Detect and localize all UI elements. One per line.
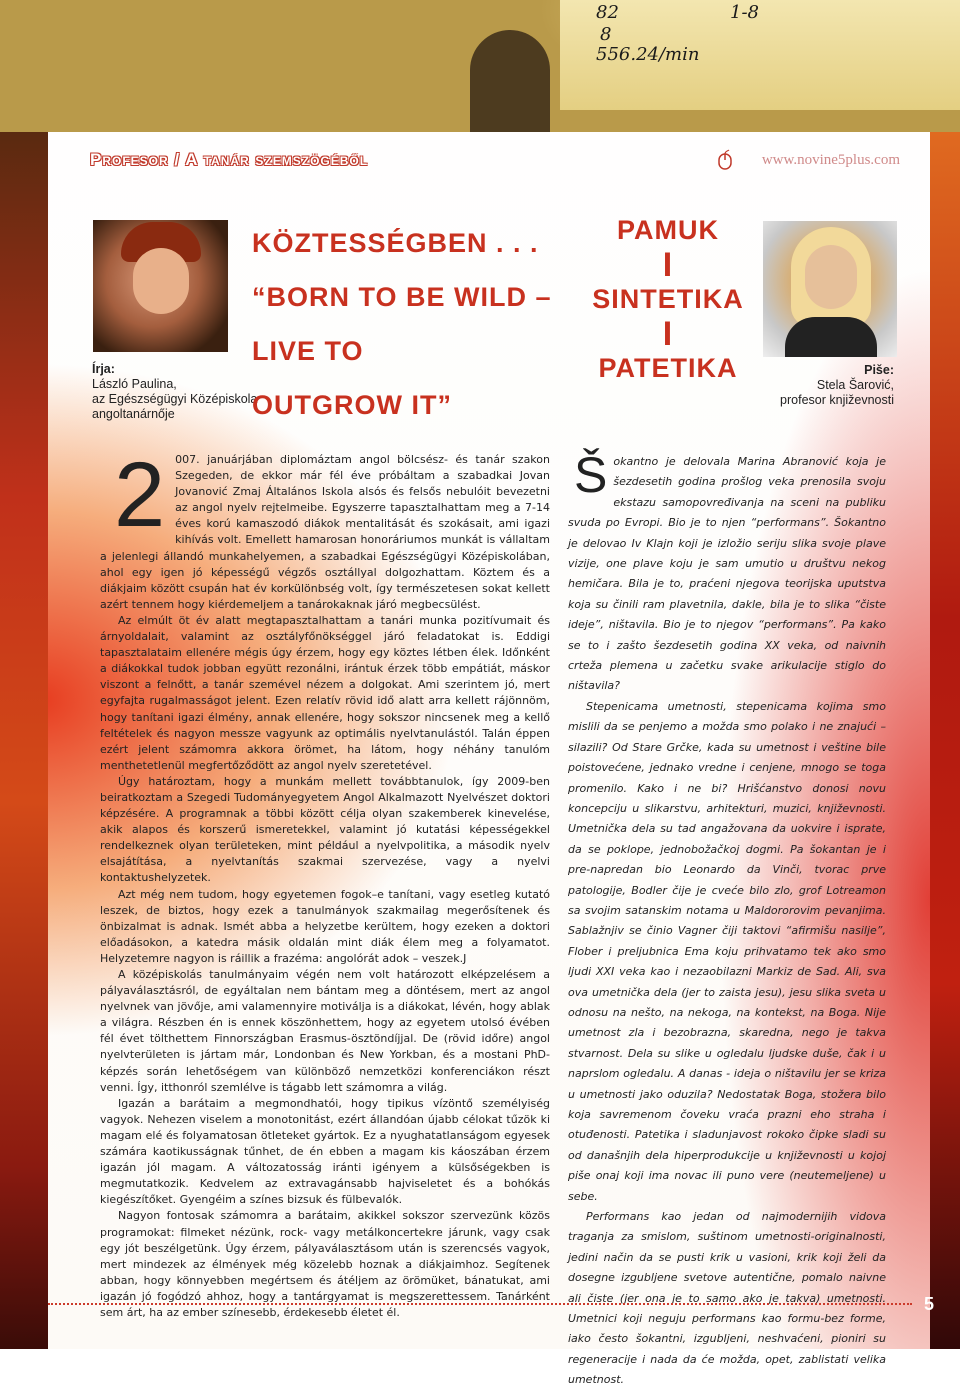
paragraph: Performans kao jedan od najmodernijih vidova traganja za smislom, suštinom umetnosti-originalnosti, jedini način da se pusti krik u vasioni, krik koji želi da dosegne izgubljene svetove autentične, pomalo naivne ali čiste (jer ona je to samo ako je takva) umetnosti. Umetnici koji neguju performans kao formu-bez forme, iako često šokantni, izgubljeni, neshvaćeni, pioniri su regeneracije i nada da će možda, opet, zablistati velika umetnost. <box>568 1210 886 1387</box>
title-line: I <box>662 315 674 353</box>
paragraph: Azt még nem tudom, hogy egyetemen fogok–e tanítani, vagy esetleg kutató leszek, de biztos, hogy ezek a tanulmányok szakmailag megerősítenek és önbizalmat is adnak. Ismét abba a helyzetbe kerültem, hogy ezeken a doktori előadásokon, a katedra másik oldalán mint diák élem meg a folyamatot. Helyzetemre nagyon is ráillik a frazéma: angolórát adok – veszek.J <box>100 887 550 965</box>
article-body-left <box>100 444 550 1321</box>
section-label: Profesor / A tanár szemszögéből <box>90 150 369 169</box>
article-title-right <box>568 216 768 383</box>
paragraph: Igazán a barátaim a megmondhatói, hogy tipikus vízöntő személyiség vagyok. Nehezen viselem a monotonitást, ezért állandóan újabb célokat tűzök ki magam elé és folyamatosan ötleteket gyártok. Ez a nyughatatlanságom egyesek számára kaotikusságnak tűnhet, de én ebben a magam kis káoszában érzem igazán jól magam. A változatosság iránti igényem a külsőségekben is megmutatkozik. Kedvelem az extravagánsabb hajviseletet és a bohókás kiegészítőket. Gyengéim a színes bizsuk és fülbevalók. <box>100 1096 550 1207</box>
board-text-4: 1-8 <box>730 2 759 23</box>
mouse-icon <box>718 150 732 170</box>
paragraph: Az elmúlt öt év alatt megtapasztalhattam a tanári munka pozitívumait és árnyoldalait, valamint az osztályfőnökséggel járó feladatokat is. Eddigi tapasztalataim ellenére mégis úgy érzem, hogy egy köztes létben élek. Időnként a diákokkal tudok jobban együtt rezonálni, irántuk érzek több empátiát, máskor viszont a felnőtt, a tanár szemével nézem a dolgokat. Ami szerintem jó, mert egyfajta rugalmasságot jelent. Ezen relatív rövid idő alatt arra kellett rájönnöm, hogy tanítani igazi élmény, annak ellenére, hogy sokszor nincsenek meg a kellő feltételek és nagyon messze vagyunk az optimális nyelvtanulástól. Talán éppen ezért jelent számomra akkora örömet, ha látom, hogy néhány tanulóm menthetetlenül megfertőződött az angol nyelv szeretetével. <box>100 613 550 772</box>
author-name: László Paulina, <box>92 377 177 391</box>
scarf <box>785 317 877 357</box>
paragraph: A középiskolás tanulmányaim végén nem volt határozott elképzelésem a pályaválasztásról, de egyáltalan nem bántam meg a döntésem, mert az angol nyelvnek van jövője, ami valamennyire motiválja is a diákokat, lévén, hogy ablak a világra. Részben én is ennek köszönhettem, hogy az egyetem utolsó évében fél évet tölthettem Finnországban Erasmus-ösztöndíjjal. De (rövid időre) angol nyelvterületen is jártam már, Londonban és New Yorkban, és a mostani PhD-képzés során lehetőségem van különböző nemzetközi konferenciákon részt venni. Így, itthonról szemlélve is tágabb lett számomra a világ. <box>100 968 550 1094</box>
paragraph: Úgy határoztam, hogy a munkám mellett továbbtanulok, így 2009-ben beiratkoztam a Szegedi Tudományegyetem Angol Alkalmazott Nyelvészet doktori képzésére. A programnak a többi között célja olyan szakemberek kinevelése, akik alapos és korszerű ismeretekkel, valamint jó kutatási képességekkel rendelkeznek olyan területeken, mint például a nyelvpolitika, a második nyelv elsajátítása, a nyelvtanítás szakmai szervezése, vagy a nyelvi kontaktushelyzetek. <box>100 774 550 885</box>
author-label: Írja: <box>92 362 115 376</box>
drop-cap: 2 <box>114 444 166 546</box>
author-byline-left <box>92 362 257 422</box>
title-line: OUTGROW IT” <box>252 390 452 420</box>
page-header <box>90 148 910 176</box>
author-byline-right <box>714 363 894 408</box>
author-photo-right <box>763 221 897 357</box>
teacher-silhouette <box>470 30 550 132</box>
article-title-left <box>252 216 562 432</box>
author-label: Piše: <box>864 363 894 377</box>
title-line: “BORN TO BE WILD – <box>252 282 552 312</box>
article-body-right <box>568 447 886 1391</box>
face <box>133 248 189 314</box>
classroom-photo <box>0 0 960 132</box>
board-text-3: 556.24/min <box>596 44 700 65</box>
decorative-strip-right <box>930 132 960 1349</box>
paragraph: Nagyon fontosak számomra a barátaim, akikkel sokszor szervezünk közös programokat: filmeket nézünk, rock- vagy metálkoncertekre járunk, vagy csak egy jót beszélgetünk. Úgy érzem, pályaválasztásom után is szerencsés vagyok, mert mindezek az élmények még közelebb hoznak a diákjaimhoz. Segítenek abban, hogy könnyebben megértsem és átéljem az örömüket, bánatukat, ami igazán jó fogódzó ahhoz, hogy a tantárgyamat is megszerettessem. Tanárként sem árt, ha az ember színesebb, érdekesebb életet él. <box>100 1209 550 1319</box>
author-photo-left <box>93 220 228 352</box>
paragraph: 007. januárjában diplomáztam angol bölcsész- és tanár szakon Szegeden, de ekkor már fél éve próbáltam a szabadkai Jovan Jovanović Zmaj Általános Iskola alsós és felsős nebulóit bevezetni az angol nyelv rejtelmeibe. Egyszerre tapasztalhattam meg a 7-14 éves korú kamaszodó diákok mentalitását és szokásait, ami igazi kihívás volt. Emellett hamarosan honoráriumos munkát is vállaltam a jelenlegi állandó munkahelyemen, a szabadkai Egészségügyi Középiskolában, ahol egy igen jó képességű végzős osztállyal dolgozhattam. Köztem és a diákjaim között csupán hat év korkülönbség volt, így természetesen sokat kellett azért tennem hogy kiérdemeljem a tanárokaknak járó megbecsülést. <box>100 453 550 611</box>
board-text-2: 8 <box>600 24 612 45</box>
author-role: angoltanárnője <box>92 407 175 421</box>
title-line: SINTETIKA <box>592 284 744 314</box>
title-line: LIVE TO <box>252 336 364 366</box>
page-number: 5 <box>923 1294 934 1314</box>
site-url-link[interactable]: www.novine5plus.com <box>761 152 900 168</box>
author-name: Stela Šarović, <box>816 378 894 392</box>
title-line: PATETIKA <box>598 353 738 383</box>
decorative-strip-left <box>0 132 48 1349</box>
paragraph: okantno je delovala Marina Abranović koja je šezdesetih godina prošlog veka prenosila svoju ekstazu samopovređivanja na sceni na publiku svuda po Evropi. Bio je to njen “performans”. Šokantno je delovao Iv Klajn koji je izložio seriju slika svoje plave vizije, one plave koju je sam umutio u društvu nekog hemičara. Bila je to, praćeni njegova teorijska uputstva koja su činili ram plavetnila, dakle, bila je to slika “čiste ideje”, ništavila. Bio je to njegov “performans”. Pa kako se to i zašto šezdesetih godina XX veka, od naivnih crteža plemena u začetku svake arikulacije stiglo do ništavila? <box>568 455 886 693</box>
title-line: PAMUK <box>617 215 719 245</box>
footer-divider <box>48 1303 912 1305</box>
author-role: az Egészségügyi Középiskola <box>92 392 258 406</box>
drop-cap: Š <box>574 447 608 503</box>
title-line: KÖZTESSÉGBEN . . . <box>252 228 539 258</box>
board-text-1: 82 <box>596 2 619 23</box>
title-line: I <box>662 246 674 284</box>
face <box>805 245 857 309</box>
paragraph: Stepenicama umetnosti, stepenicama kojima smo mislili da se penjemo a možda smo polako i ne znajući – silazili? Od Stare Grčke, kada su umetnost i veštine bile poistovećene, jednako vredne i cenjene, mnogo se toga promenilo. Kako i ne bi? Hrišćanstvo donosi novu koncepciju u slikarstvu, arhitekturi, muzici, književnosti. Umetnička dela su tad angažovana da uokvire i isprate, da se poklope, jednobožačkoj dogmi. Pa šokantan je i pre-napredan bio Leonardo da Vinči, tvorac prve patologije, Bodler čije je cveće bilo zlo, grof Lotreamon sa svojim satanskim notama u Maldororovim pevanjima. Sablažnjiv se činio Vagner čiji taktovi “afirmišu nasilje”, Flober i preljubnica Ema koju prihvatamo tek ako smo ljudi XXI veka kao i nezaobilazni Markiz de Sad. Ali, sva ova umetnička dela (jer to zaista jesu), jesu slika sveta u odnosu na nešto, na nekoga, na kontekst, na Boga. Nije umetnost zla i bezobrazna, skaredna, nego je takva stvarnost. Dela su slike u ogledalu ljudske duše, čak i u naprslom ogledalu. A danas - ideja o ništavilu jer se kriza u umetnosti jako oduzila? Nedostatak Boga, stožera bilo koja savremenom čoveku vraća prazni eho straha i otuđenosti. Patetika i sladunjavost rokoko čipke sladi su od današnjih dela hiperprodukcije u književnosti u kojoj piše onaj koji ima novac ili puno vere (neutemeljene) u sebe. <box>568 699 886 1203</box>
author-role: profesor književnosti <box>780 393 894 407</box>
